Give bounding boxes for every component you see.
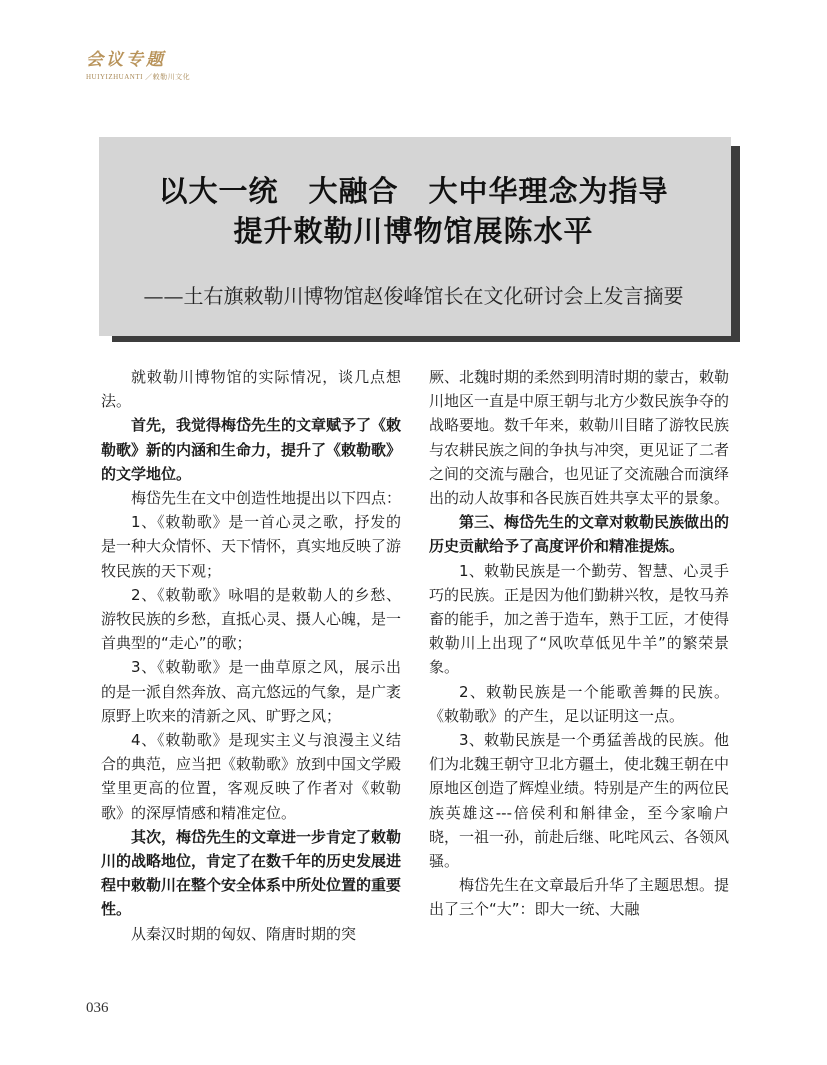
journal-header (86, 50, 190, 82)
paragraph: 1、敕勒民族是一个勤劳、智慧、心灵手巧的民族。正是因为他们勤耕兴牧，是牧马养畜的能手，加之善于造车，熟于工匠，才使得敕勒川上出现了“风吹草低见牛羊”的繁荣景象。 (429, 561, 730, 677)
paragraph: 4、《敕勒歌》是现实主义与浪漫主义结合的典范，应当把《敕勒歌》放到中国文学殿堂里更高的位置，客观反映了作者对《敕勒歌》的深厚情感和精准定位。 (101, 731, 402, 822)
paragraph: 3、敕勒民族是一个勇猛善战的民族。他们为北魏王朝守卫北方疆土，使北魏王朝在中原地区创造了辉煌业绩。特别是产生的两位民族英雄这---倍侯利和斛律金，至今家喻户晓，一祖一孙，前赴后继、叱咤风云、各领风骚。 (429, 731, 730, 871)
paragraph: 梅岱先生在文章最后升华了主题思想。提出了三个“大”：即大一统、大融 (429, 876, 730, 919)
section-title: 会议专题 (86, 50, 166, 70)
article-title-line-1: 以大一统 大融合 大中华理念为指导 (158, 174, 669, 208)
paragraph: 梅岱先生在文中创造性地提出以下四点： (131, 489, 402, 508)
paragraph-bold: 第三、梅岱先生的文章对敕勒民族做出的历史贡献给予了高度评价和精准提炼。 (429, 513, 730, 556)
paragraph: 从秦汉时期的匈奴、隋唐时期的突 (131, 924, 357, 943)
article-subtitle: ——土右旗敕勒川博物馆赵俊峰馆长在文化研讨会上发言摘要 (143, 284, 684, 308)
section-subtitle: HUIYIZHUANTI ／敕勒川文化 (86, 73, 191, 81)
paragraph-bold: 其次，梅岱先生的文章进一步肯定了敕勒川的战略地位，肯定了在数千年的历史发展进程中敕勒川在整个安全体系中所处位置的重要性。 (101, 827, 402, 919)
paragraph: 厥、北魏时期的柔然到明清时期的蒙古，敕勒川地区一直是中原王朝与北方少数民族争夺的战略要地。数千年来，敕勒川目睹了游牧民族与农耕民族之间的争执与冲突，更见证了二者之间的交流与融合，也见证了交流融合而演绎出的动人故事和各民族百姓共享太平的景象。 (429, 368, 730, 508)
article-title-line-2: 提升敕勒川博物馆展陈水平 (233, 214, 594, 248)
right-column (429, 365, 729, 922)
paragraph: 1、《敕勒歌》是一首心灵之歌，抒发的是一种大众情怀、天下情怀，真实地反映了游牧民族的天下观； (101, 513, 402, 580)
paragraph: 3、《敕勒歌》是一曲草原之风，展示出的是一派自然奔放、高亢悠远的气象，是广袤原野上吹来的清新之风、旷野之风； (101, 658, 402, 725)
paragraph: 2、《敕勒歌》咏唱的是敕勒人的乡愁、游牧民族的乡愁，直抵心灵、摄人心魄，是一首典型的“走心”的歌； (101, 585, 402, 653)
left-column (101, 365, 401, 946)
paragraph: 2、敕勒民族是一个能歌善舞的民族。《敕勒歌》的产生，足以证明这一点。 (429, 682, 729, 725)
paragraph-bold: 首先，我觉得梅岱先生的文章赋予了《敕勒歌》新的内涵和生命力，提升了《敕勒歌》的文学地位。 (101, 416, 402, 483)
paragraph: 就敕勒川博物馆的实际情况，谈几点想法。 (101, 368, 401, 411)
page-number: 036 (86, 1000, 109, 1016)
